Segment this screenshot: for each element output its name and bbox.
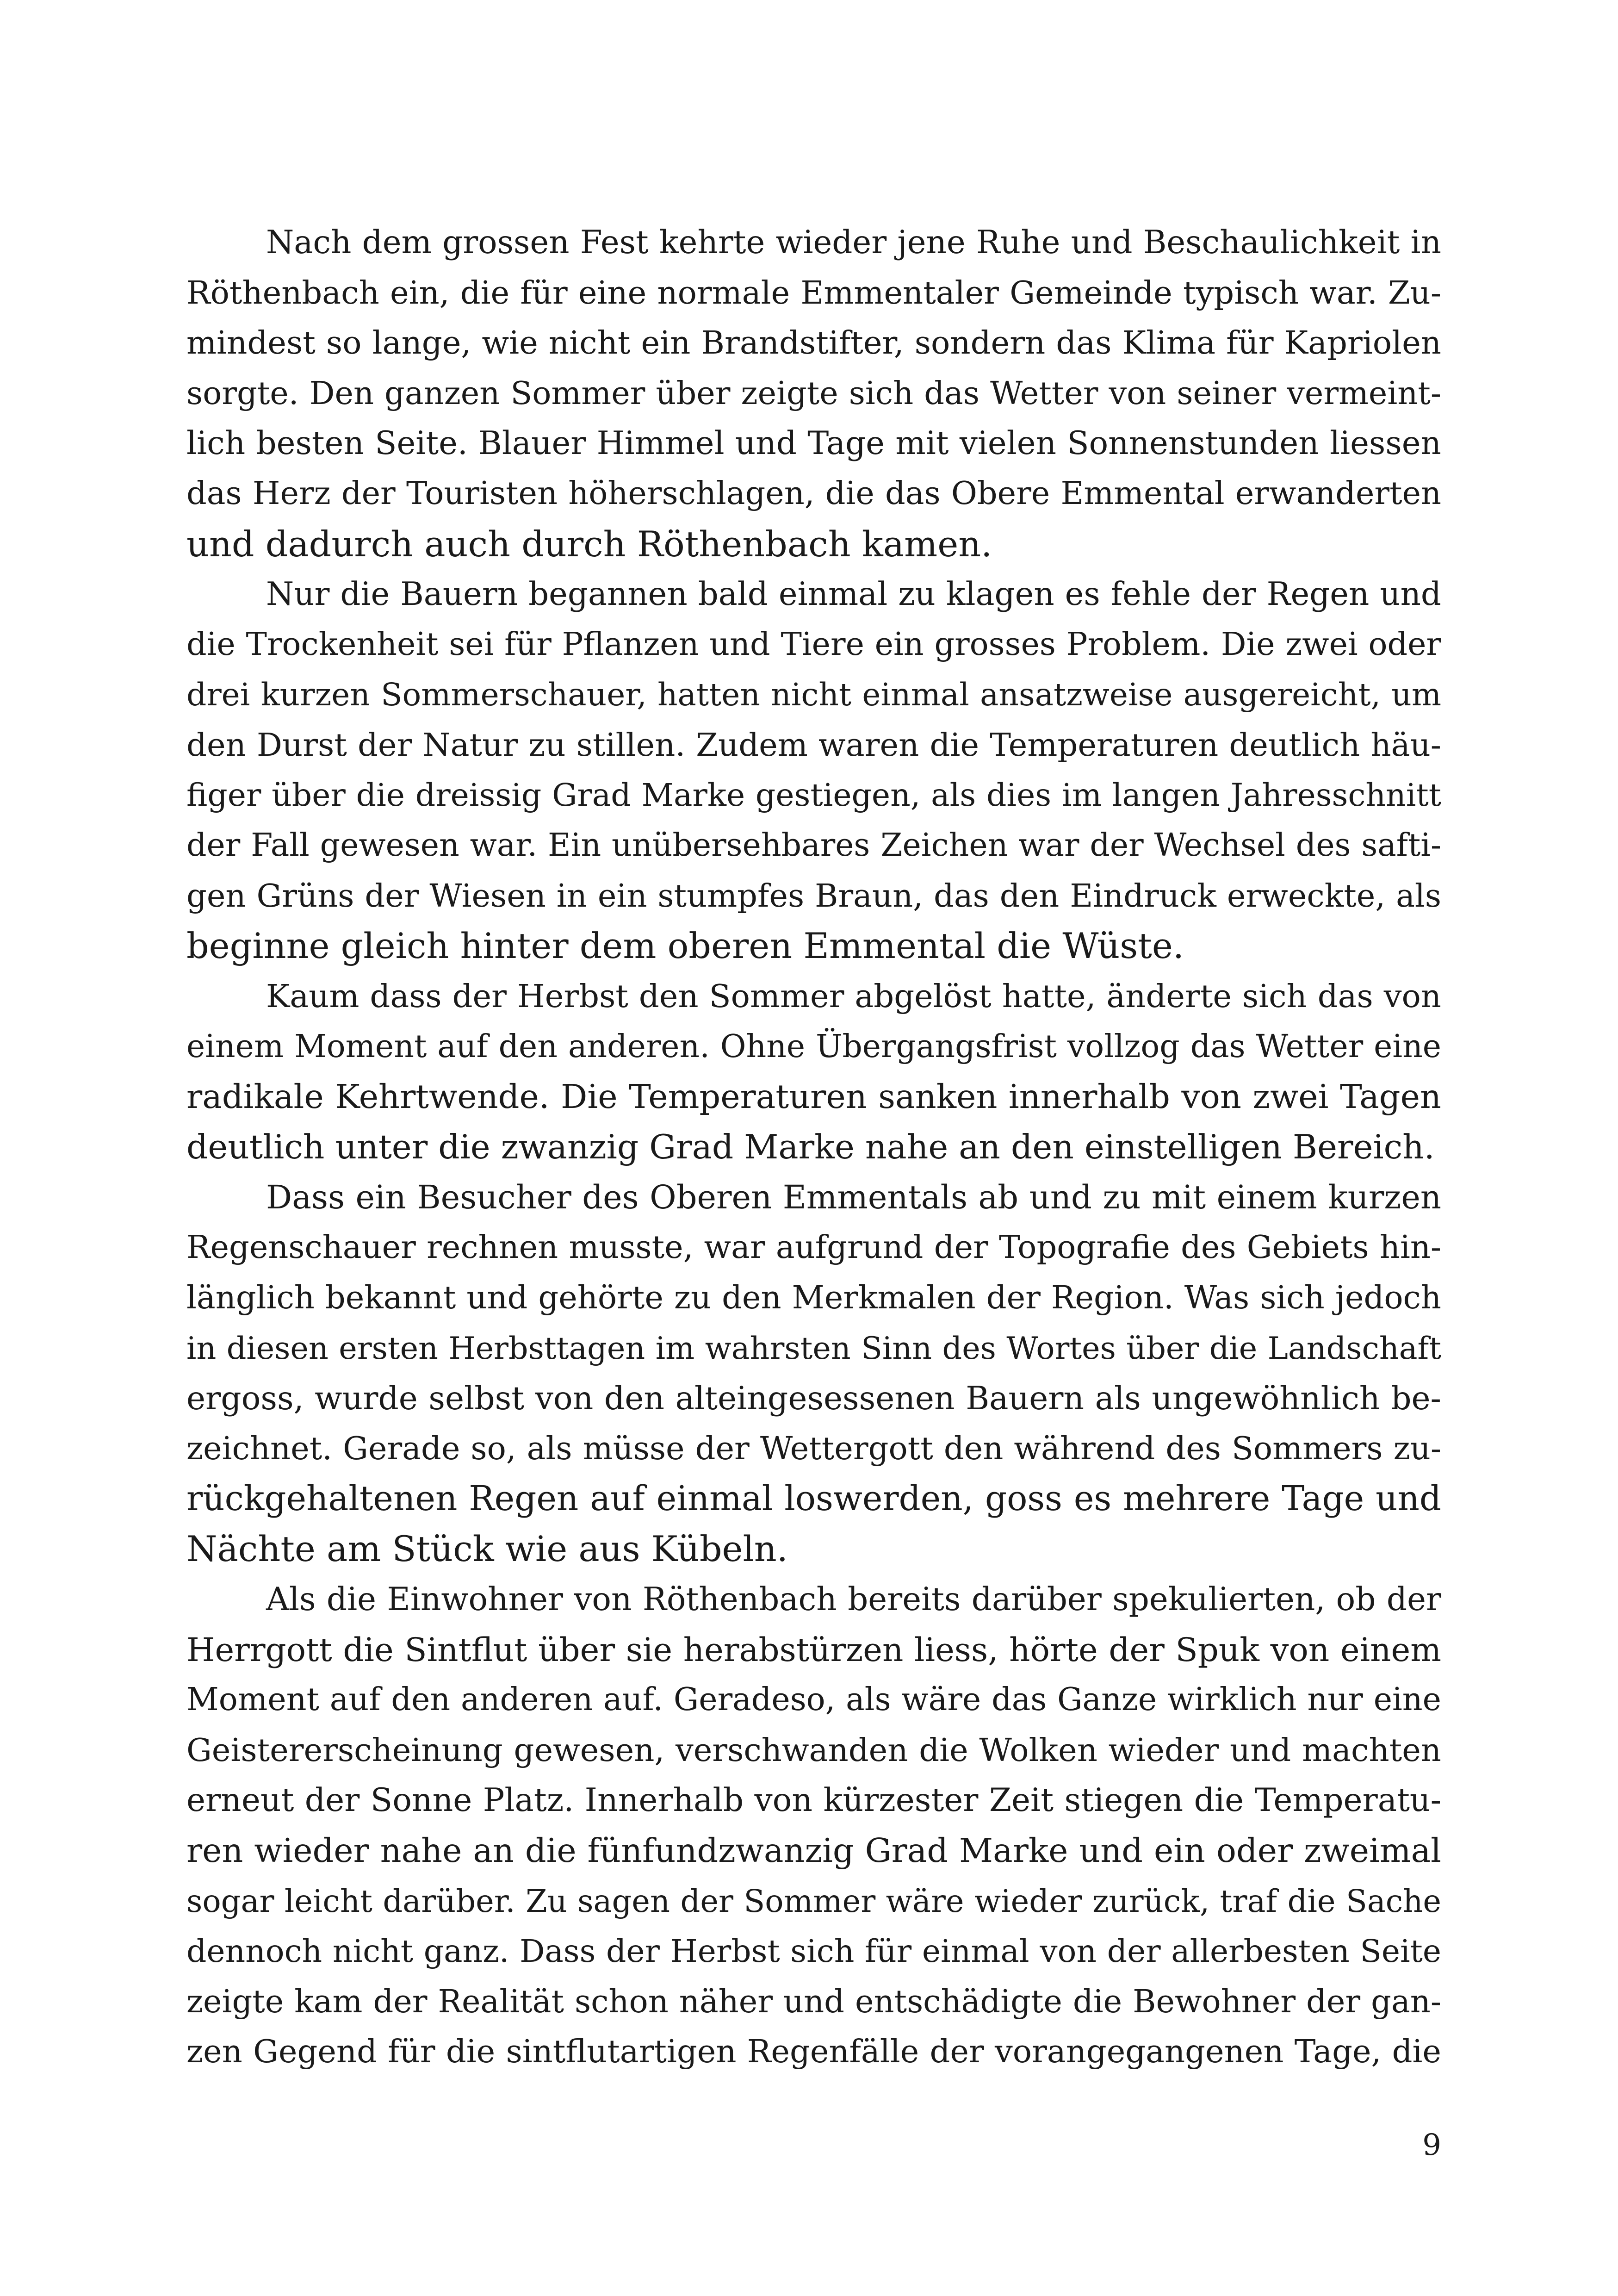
text-line: zen Gegend für die sintflutartigen Regenfälle der vorangegangenen Tage, die [186,2033,1441,2071]
paragraph [186,1172,1441,1574]
text-line: figer über die dreissig Grad Marke gestiegen, als dies im langen Jahresschnitt [186,777,1441,814]
text-line: Kaum dass der Herbst den Sommer abgelöst hatte, änderte sich das von [266,977,1441,1015]
text-line: in diesen ersten Herbsttagen im wahrsten Sinn des Wortes über die Landschaft [186,1330,1441,1367]
text-line: lich besten Seite. Blauer Himmel und Tage mit vielen Sonnenstunden liessen [186,425,1441,462]
page-number: 9 [1422,2128,1441,2162]
paragraph [186,1574,1441,2077]
text-line: den Durst der Natur zu stillen. Zudem waren die Temperaturen deutlich häu- [186,726,1441,764]
text-line: zeichnet. Gerade so, als müsse der Wettergott den während des Sommers zu- [186,1430,1441,1468]
text-line: Röthenbach ein, die für eine normale Emmentaler Gemeinde typisch war. Zu- [186,274,1441,311]
text-line: dennoch nicht ganz. Dass der Herbst sich für einmal von der allerbesten Seite [186,1933,1441,1970]
text-line: Regenschauer rechnen musste, war aufgrund der Topografie des Gebiets hin- [186,1229,1441,1266]
text-line: das Herz der Touristen höherschlagen, die das Obere Emmental erwanderten [186,475,1441,512]
body-text [186,218,1441,2077]
text-line: Geistererscheinung gewesen, verschwanden die Wolken wieder und machten [186,1731,1441,1769]
text-line: gen Grüns der Wiesen in ein stumpfes Braun, das den Eindruck erweckte, als [186,877,1441,915]
text-line: Nächte am Stück wie aus Kübeln. [186,1528,788,1570]
text-line: Als die Einwohner von Röthenbach bereits darüber spekulierten, ob der [266,1581,1441,1618]
paragraph [186,971,1441,1172]
text-line: rückgehaltenen Regen auf einmal loswerden, goss es mehrere Tage und [186,1479,1441,1518]
text-line: Moment auf den anderen auf. Geradeso, als wäre das Ganze wirklich nur eine [186,1681,1441,1718]
text-line: erneut der Sonne Platz. Innerhalb von kürzester Zeit stiegen die Temperatu- [186,1782,1441,1819]
paragraph [186,569,1441,971]
text-line: länglich bekannt und gehörte zu den Merkmalen der Region. Was sich jedoch [186,1279,1441,1317]
text-line: beginne gleich hinter dem oberen Emmental die Wüste. [186,925,1184,967]
text-line: drei kurzen Sommerschauer, hatten nicht einmal ansatzweise ausgereicht, um [186,676,1441,713]
text-line: radikale Kehrtwende. Die Temperaturen sanken innerhalb von zwei Tagen [186,1077,1441,1116]
text-line: einem Moment auf den anderen. Ohne Übergangsfrist vollzog das Wetter eine [186,1028,1441,1065]
text-line: mindest so lange, wie nicht ein Brandstifter, sondern das Klima für Kapriolen [186,324,1441,362]
text-line: zeigte kam der Realität schon näher und entschädigte die Bewohner der gan- [186,1983,1441,2020]
text-line: sorgte. Den ganzen Sommer über zeigte sich das Wetter von seiner vermeint- [186,374,1441,412]
text-line: Herrgott die Sintflut über sie herabstürzen liess, hörte der Spuk von einem [186,1630,1441,1669]
text-line: Nur die Bauern begannen bald einmal zu klagen es fehle der Regen und [266,576,1441,613]
text-line: und dadurch auch durch Röthenbach kamen. [186,523,992,565]
text-line: sogar leicht darüber. Zu sagen der Sommer wäre wieder zurück, traf die Sache [186,1883,1441,1919]
text-line: der Fall gewesen war. Ein unübersehbares Zeichen war der Wechsel des safti- [186,827,1441,864]
text-line: ergoss, wurde selbst von den alteingesessenen Bauern als ungewöhnlich be- [186,1380,1441,1417]
text-line: Nach dem grossen Fest kehrte wieder jene Ruhe und Beschaulichkeit in [266,224,1441,261]
text-line: die Trockenheit sei für Pflanzen und Tiere ein grosses Problem. Die zwei oder [186,626,1441,663]
text-line: deutlich unter die zwanzig Grad Marke nahe an den einstelligen Bereich. [186,1127,1435,1167]
paragraph [186,218,1441,569]
text-line: Dass ein Besucher des Oberen Emmentals ab und zu mit einem kurzen [266,1178,1441,1217]
text-line: ren wieder nahe an die fünfundzwanzig Grad Marke und ein oder zweimal [186,1831,1441,1870]
